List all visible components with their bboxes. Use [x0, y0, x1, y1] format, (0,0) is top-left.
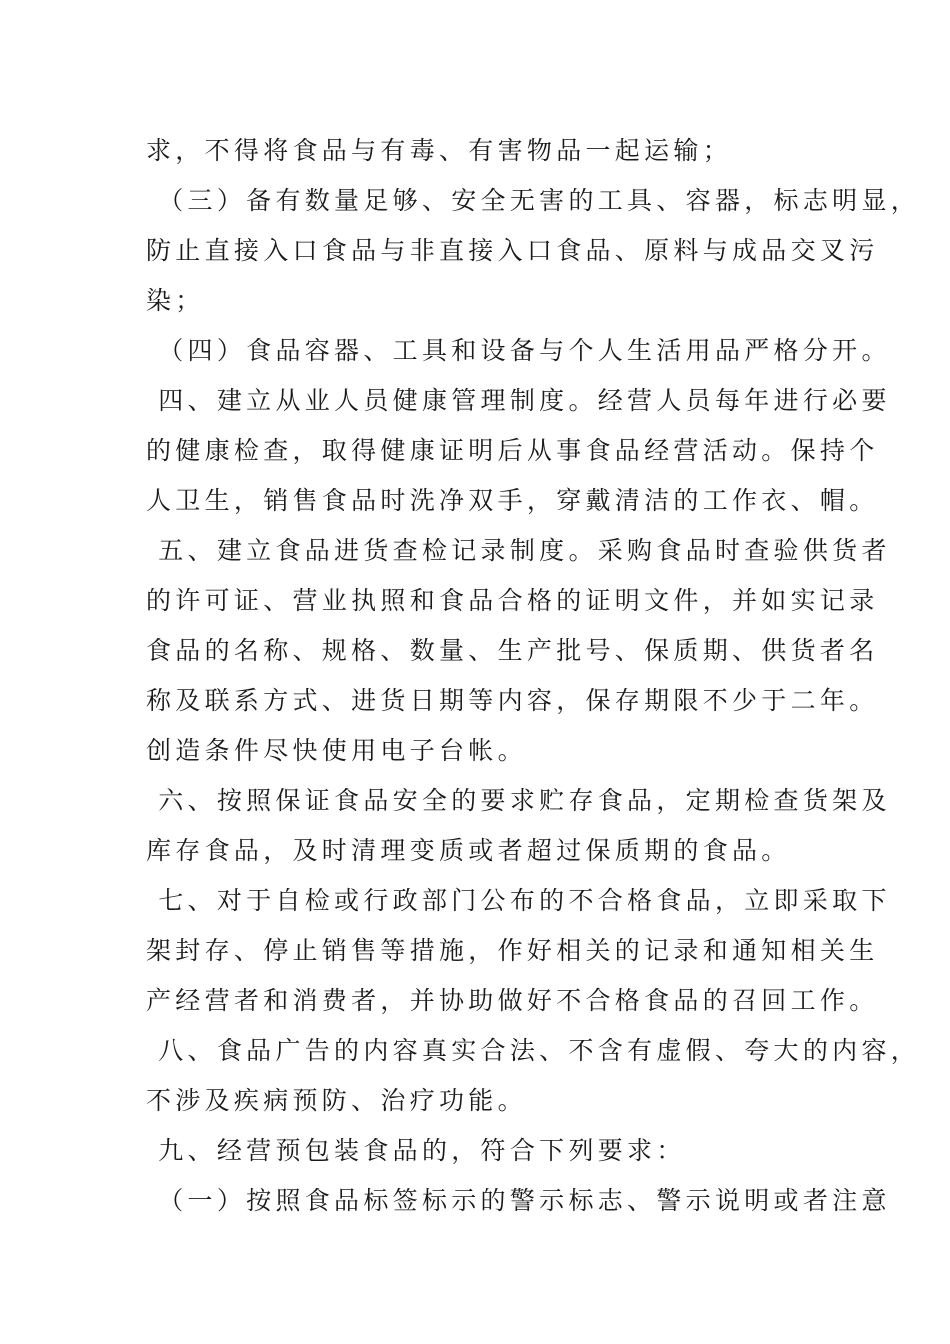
paragraph-line: （一）按照食品标签标示的警示标志、警示说明或者注意 — [146, 1186, 891, 1215]
paragraph-line: 九、经营预包装食品的，符合下列要求： — [146, 1136, 686, 1165]
paragraph-line: 的许可证、营业执照和食品合格的证明文件，并如实记录 — [146, 586, 879, 615]
paragraph-line: 称及联系方式、进货日期等内容，保存期限不少于二年。 — [146, 686, 879, 715]
paragraph-line: 八、食品广告的内容真实合法、不含有虚假、夸大的内容， — [146, 1036, 921, 1065]
paragraph-line: 六、按照保证食品安全的要求贮存食品，定期检查货架及 — [146, 786, 891, 815]
paragraph-line: 的健康检查，取得健康证明后从事食品经营活动。保持个 — [146, 436, 879, 465]
paragraph-line: 染； — [146, 286, 205, 315]
paragraph-line: 四、建立从业人员健康管理制度。经营人员每年进行必要 — [146, 386, 891, 415]
paragraph-line: 人卫生，销售食品时洗净双手，穿戴清洁的工作衣、帽。 — [146, 486, 879, 515]
paragraph-line: 不涉及疾病预防、治疗功能。 — [146, 1086, 527, 1115]
paragraph-line: 产经营者和消费者，并协助做好不合格食品的召回工作。 — [146, 986, 879, 1015]
paragraph-line: 五、建立食品进货查检记录制度。采购食品时查验供货者 — [146, 536, 891, 565]
paragraph-line: 防止直接入口食品与非直接入口食品、原料与成品交叉污 — [146, 236, 879, 265]
paragraph-line: 架封存、停止销售等措施，作好相关的记录和通知相关生 — [146, 936, 879, 965]
paragraph-line: （三）备有数量足够、安全无害的工具、容器，标志明显， — [146, 186, 921, 215]
paragraph-line: 七、对于自检或行政部门公布的不合格食品，立即采取下 — [146, 886, 891, 915]
paragraph-line: 库存食品，及时清理变质或者超过保质期的食品。 — [146, 836, 791, 865]
paragraph-line: 食品的名称、规格、数量、生产批号、保质期、供货者名 — [146, 636, 879, 665]
paragraph-line: （四）食品容器、工具和设备与个人生活用品严格分开。 — [146, 336, 891, 365]
paragraph-line: 求，不得将食品与有毒、有害物品一起运输； — [146, 136, 733, 165]
paragraph-line: 创造条件尽快使用电子台帐。 — [146, 736, 527, 765]
